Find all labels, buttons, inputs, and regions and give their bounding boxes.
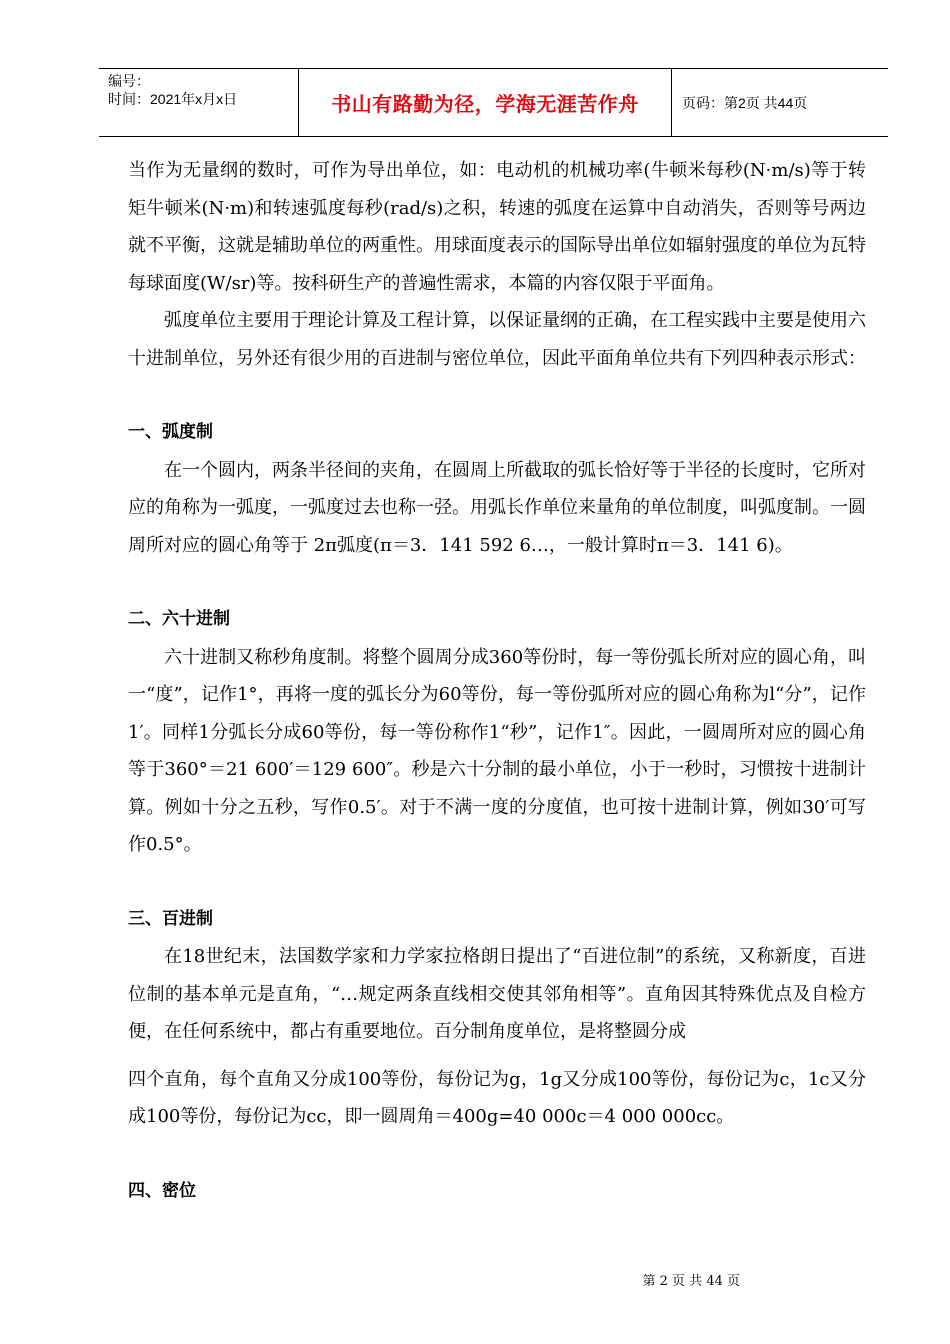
intro-paragraph-1: 当作为无量纲的数时，可作为导出单位，如：电动机的机械功率(牛顿米每秒(N·m/s)等于转矩牛顿米(N·m)和转速弧度每秒(rad/s)之积，转速的弧度在运算中自动消失，否则等号两边就不平衡，这就是辅助单位的两重性。用球面度表示的国际导出单位如辐射强度的单位为瓦特每球面度(W/sr)等。按科研生产的普遍性需求，本篇的内容仅限于平面角。	[128, 160, 866, 294]
page-header	[99, 68, 888, 137]
intro-paragraph-2: 弧度单位主要用于理论计算及工程计算，以保证量纲的正确，在工程实践中主要是使用六十进制单位，另外还有很少用的百进制与密位单位，因此平面角单位共有下列四种表示形式：	[128, 310, 866, 369]
section-text-centesimal-continued: 四个直角，每个直角又分成100等份，每份记为g，1g又分成100等份，每份记为c，1c又分成100等份，每份记为cc，即一圆周角＝400g=40 000c＝4 000 000cc。	[128, 1068, 866, 1127]
section-heading-centesimal: 三、百进制	[128, 908, 213, 929]
spacer	[128, 377, 866, 414]
section-heading-sexagesimal: 二、六十进制	[128, 609, 230, 629]
header-page-info: 页码：第2页 共44页	[682, 94, 808, 111]
number-label: 编号：	[108, 73, 150, 89]
spacer	[128, 564, 866, 601]
time-label: 时间：2021年x月x日	[108, 91, 238, 107]
spacer	[128, 864, 866, 901]
section-text-centesimal: 在18世纪末，法国数学家和力学家拉格朗日提出了“百进位制”的系统，又称新度，百进位制的基本单元是直角，“…规定两条直线相交使其邻角相等”。直角因其特殊优点及自检方便，在任何系统中，都占有重要地位。百分制角度单位，是将整圆分成	[128, 946, 866, 1042]
header-meta	[99, 69, 299, 136]
document-body	[128, 152, 866, 1210]
section-text-radian: 在一个圆内，两条半径间的夹角，在圆周上所截取的弧长恰好等于半径的长度时，它所对应的角称为一弧度，一弧度过去也称一弪。用弧长作单位来量角的单位制度，叫弧度制。一圆周所对应的圆心角等于 2π弧度(π＝3．141 592 6…，一般计算时π＝3．141 6)。	[128, 459, 866, 556]
section-heading-radian: 一、弧度制	[128, 422, 213, 442]
section-heading-mil: 四、密位	[128, 1180, 196, 1201]
header-motto: 书山有路勤为径，学海无涯苦作舟	[299, 69, 672, 136]
spacer	[128, 1136, 866, 1173]
spacer	[128, 1051, 866, 1061]
page-footer: 第 2 页 共 44 页	[642, 1274, 740, 1289]
section-text-sexagesimal: 六十进制又称秒角度制。将整个圆周分成360等份时，每一等份弧长所对应的圆心角，叫一“度”，记作1°，再将一度的弧长分为60等份，每一等份弧所对应的圆心角称为l“分”，记作1′。同样1分弧长分成60等份，每一等份称作1“秒”，记作1″。因此，一圆周所对应的圆心角等于360°＝21 600′＝129 600″。秒是六十分制的最小单位，小于一秒时，习惯按十进制计算。例如十分之五秒，写作0.5′。对于不满一度的分度值，也可按十进制计算，例如30′可写作0.5°。	[128, 646, 866, 855]
